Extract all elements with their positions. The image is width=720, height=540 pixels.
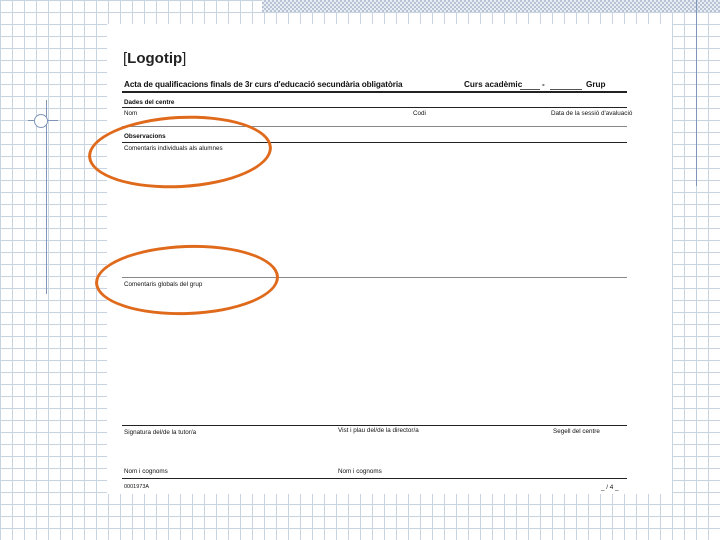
code-label: Codi [413,110,426,117]
title-rule [122,91,627,93]
course-blank-2 [550,89,582,90]
course-blank-1 [520,89,540,90]
director-approval-label: Vist i plau del/de la director/a [338,427,419,434]
center-seal-label: Segell del centre [553,428,600,435]
individual-comments-label: Comentaris individuals als alumnes [124,145,223,152]
group-label: Grup [586,80,606,89]
group-comments-label: Comentaris globals del grup [124,281,203,288]
bottom-rule [122,478,627,479]
name-label: Nom [124,110,138,117]
observations-heading: Observacions [124,133,166,140]
footer-page: _ / 4 _ [601,484,619,491]
signature-rule [122,425,627,426]
decorative-band [262,0,720,12]
decorative-circle [34,114,48,128]
decorative-right-line [696,0,697,186]
course-dash: - [542,80,545,89]
tutor-name-label: Nom i cognoms [124,468,168,475]
document-title: Acta de qualificacions finals de 3r curs d'educació secundària obligatòria [124,80,403,89]
course-label: Curs acadèmic [464,80,523,89]
footer-code: 0001973A [124,484,150,490]
center-section-heading: Dades del centre [124,99,175,106]
director-name-label: Nom i cognoms [338,468,382,475]
tutor-signature-label: Signatura del/de la tutor/a [124,429,197,436]
decorative-vertical-line [46,100,47,294]
logo-placeholder: [Logotip] [123,50,187,67]
date-label: Data de la sessió d'avaluació [551,110,633,117]
center-section-rule [122,107,627,108]
